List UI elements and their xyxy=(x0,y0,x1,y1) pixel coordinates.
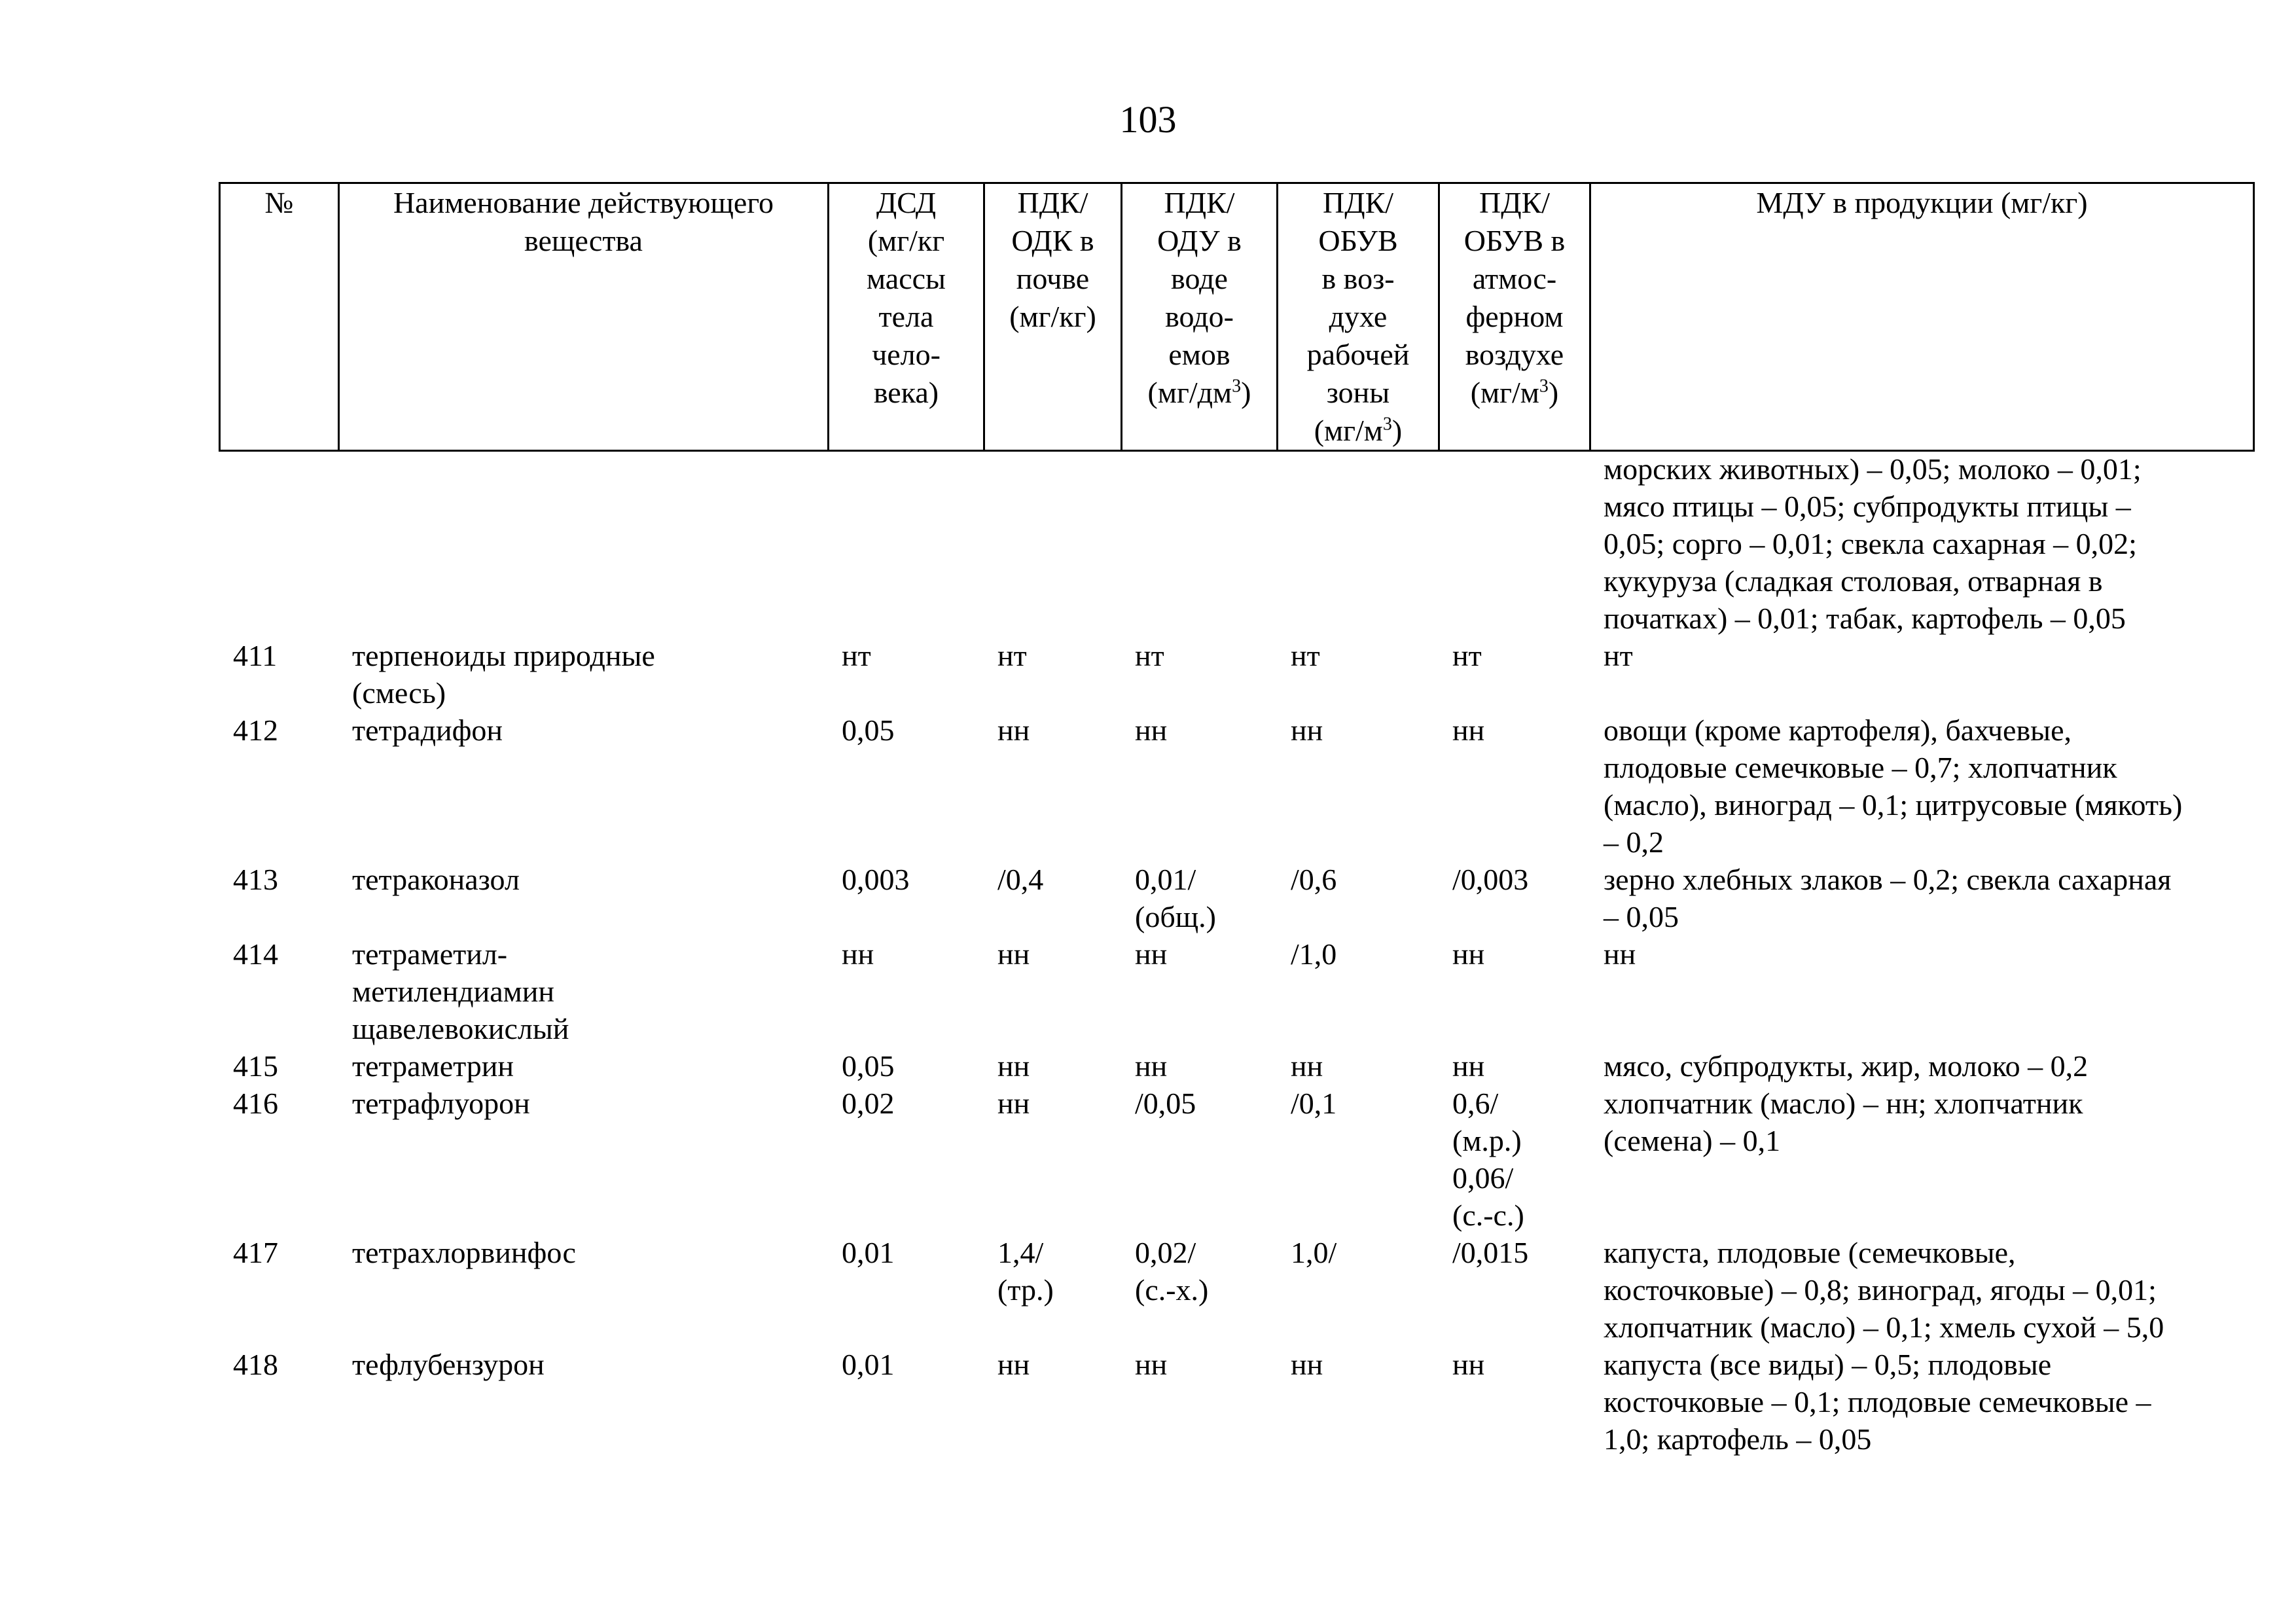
cell-pdk-atmosphere: /0,015 xyxy=(1452,1236,1529,1269)
cell-mdu: овощи (кроме картофеля), бахчевые, плодовые семечковые – 0,7; хлопчатник (масло), виноград – 0,1; цитрусовые (мякоть) – 0,2 xyxy=(1604,713,2183,859)
cell-pdk-workzone: нн xyxy=(1291,1348,1323,1381)
table-row xyxy=(219,935,2253,1047)
cell-pdk-atmosphere: нт xyxy=(1452,639,1482,672)
cell-substance-name: тетрафлуорон xyxy=(352,1087,530,1120)
cell-pdk-workzone: /0,1 xyxy=(1291,1087,1337,1120)
header-number: № xyxy=(220,183,339,451)
header-pdk-atmosphere-close: ) xyxy=(1548,376,1559,409)
cell-substance-name: тетраметрин xyxy=(352,1049,514,1083)
cell-pdk-workzone: /0,6 xyxy=(1291,863,1337,896)
cell-number: 418 xyxy=(233,1348,278,1381)
cell-substance-name: тефлубензурон xyxy=(352,1348,545,1381)
cell-pdk-soil: нн xyxy=(997,713,1030,747)
cell-pdk-atmosphere: нн xyxy=(1452,1049,1485,1083)
cell-number: 415 xyxy=(233,1049,278,1083)
header-mdu: МДУ в продукции (мг/кг) xyxy=(1590,183,2254,451)
cell-substance-name: тетрадифон xyxy=(352,713,503,747)
cell-mdu: зерно хлебных злаков – 0,2; свекла сахарная – 0,05 xyxy=(1604,863,2172,933)
cell-number: 413 xyxy=(233,863,278,896)
cell-number: 412 xyxy=(233,713,278,747)
header-pdk-water-close: ) xyxy=(1241,376,1251,409)
cell-pdk-workzone: нн xyxy=(1291,1049,1323,1083)
header-pdk-workzone-text: ПДК/ ОБУВ в воз- духе рабочей зоны (мг/м xyxy=(1306,186,1410,447)
header-pdk-soil: ПДК/ ОДК в почве (мг/кг) xyxy=(984,183,1122,451)
cell-pdk-soil: нн xyxy=(997,1049,1030,1083)
table-row xyxy=(219,861,2253,935)
cell-pdk-water: нн xyxy=(1135,937,1168,971)
cell-substance-name: тетрахлорвинфос xyxy=(352,1236,576,1269)
cell-mdu: капуста (все виды) – 0,5; плодовые косточковые – 0,1; плодовые семечковые – 1,0; картофель – 0,05 xyxy=(1604,1348,2151,1456)
table-body xyxy=(219,450,2253,1458)
table-header xyxy=(219,182,2255,452)
table-row xyxy=(219,1085,2253,1234)
cell-pdk-workzone: нн xyxy=(1291,713,1323,747)
cell-pdk-water: 0,01/ (общ.) xyxy=(1135,863,1216,933)
cell-mdu: нт xyxy=(1604,639,1633,672)
cell-number: 411 xyxy=(233,639,278,672)
cell-dsd: 0,003 xyxy=(842,863,910,896)
cell-dsd: 0,05 xyxy=(842,713,895,747)
header-pdk-atmosphere-sup: 3 xyxy=(1539,376,1549,397)
header-pdk-atmosphere xyxy=(1439,183,1590,451)
cell-number: 414 xyxy=(233,937,278,971)
cell-pdk-water: /0,05 xyxy=(1135,1087,1196,1120)
header-substance-name: Наименование действующего вещества xyxy=(339,183,829,451)
table-row xyxy=(219,1047,2253,1085)
table-row xyxy=(219,637,2253,712)
header-pdk-water-text: ПДК/ ОДУ в воде водо- емов (мг/дм xyxy=(1147,186,1242,409)
cell-pdk-soil: 1,4/ (тр.) xyxy=(997,1236,1054,1307)
cell-dsd: нн xyxy=(842,937,874,971)
cell-pdk-water: нн xyxy=(1135,713,1168,747)
cell-pdk-soil: нн xyxy=(997,1087,1030,1120)
cell-pdk-workzone: 1,0/ xyxy=(1291,1236,1337,1269)
cell-pdk-soil: нт xyxy=(997,639,1027,672)
cell-pdk-atmosphere: нн xyxy=(1452,713,1485,747)
header-pdk-water-sup: 3 xyxy=(1232,376,1242,397)
cell-pdk-atmosphere: /0,003 xyxy=(1452,863,1529,896)
cell-substance-name: тетраметил- метилендиамин щавелевокислый xyxy=(352,937,569,1045)
header-pdk-atmosphere-text: ПДК/ ОБУВ в атмос- ферном воздухе (мг/м xyxy=(1463,186,1566,409)
header-pdk-workzone-sup: 3 xyxy=(1382,414,1392,435)
table-row xyxy=(219,712,2253,861)
table-row xyxy=(219,1346,2253,1458)
cell-dsd: 0,01 xyxy=(842,1236,895,1269)
header-pdk-workzone xyxy=(1278,183,1439,451)
cell-number: 417 xyxy=(233,1236,278,1269)
cell-mdu: капуста, плодовые (семечковые, косточковые) – 0,8; виноград, ягоды – 0,01; хлопчатник (масло) – 0,1; хмель сухой – 5,0 xyxy=(1604,1236,2164,1344)
cell-mdu: мясо, субпродукты, жир, молоко – 0,2 xyxy=(1604,1049,2089,1083)
cell-pdk-water: 0,02/ (с.-х.) xyxy=(1135,1236,1209,1307)
cell-dsd: 0,02 xyxy=(842,1087,895,1120)
cell-substance-name: тетраконазол xyxy=(352,863,520,896)
continuation-row xyxy=(219,450,2253,637)
cell-pdk-atmosphere: нн xyxy=(1452,937,1485,971)
cell-pdk-water: нн xyxy=(1135,1348,1168,1381)
cell-pdk-soil: /0,4 xyxy=(997,863,1044,896)
cell-number: 416 xyxy=(233,1087,278,1120)
cell-dsd: 0,01 xyxy=(842,1348,895,1381)
continuation-mdu-text: морских животных) – 0,05; молоко – 0,01; мясо птицы – 0,05; субпродукты птицы – 0,05; сорго – 0,01; свекла сахарная – 0,02; кукуруза (сладкая столовая, отварная в початках) – 0,01; табак, картофель – 0,05 xyxy=(1604,452,2142,635)
cell-mdu: нн xyxy=(1604,937,1636,971)
cell-pdk-workzone: нт xyxy=(1291,639,1320,672)
header-pdk-workzone-close: ) xyxy=(1391,414,1403,447)
cell-substance-name: терпеноиды природные (смесь) xyxy=(352,639,655,710)
table-row xyxy=(219,1234,2253,1346)
header-dsd: ДСД (мг/кг массы тела чело- века) xyxy=(829,183,984,451)
cell-dsd: нт xyxy=(842,639,871,672)
cell-dsd: 0,05 xyxy=(842,1049,895,1083)
cell-pdk-atmosphere: нн xyxy=(1452,1348,1485,1381)
header-pdk-water xyxy=(1122,183,1278,451)
cell-pdk-workzone: /1,0 xyxy=(1291,937,1337,971)
cell-pdk-soil: нн xyxy=(997,1348,1030,1381)
cell-pdk-atmosphere: 0,6/ (м.р.) 0,06/ (с.-с.) xyxy=(1452,1087,1524,1232)
page-number: 103 xyxy=(1119,98,1177,141)
cell-pdk-soil: нн xyxy=(997,937,1030,971)
cell-pdk-water: нт xyxy=(1135,639,1164,672)
cell-pdk-water: нн xyxy=(1135,1049,1168,1083)
cell-mdu: хлопчатник (масло) – нн; хлопчатник (семена) – 0,1 xyxy=(1604,1087,2083,1157)
